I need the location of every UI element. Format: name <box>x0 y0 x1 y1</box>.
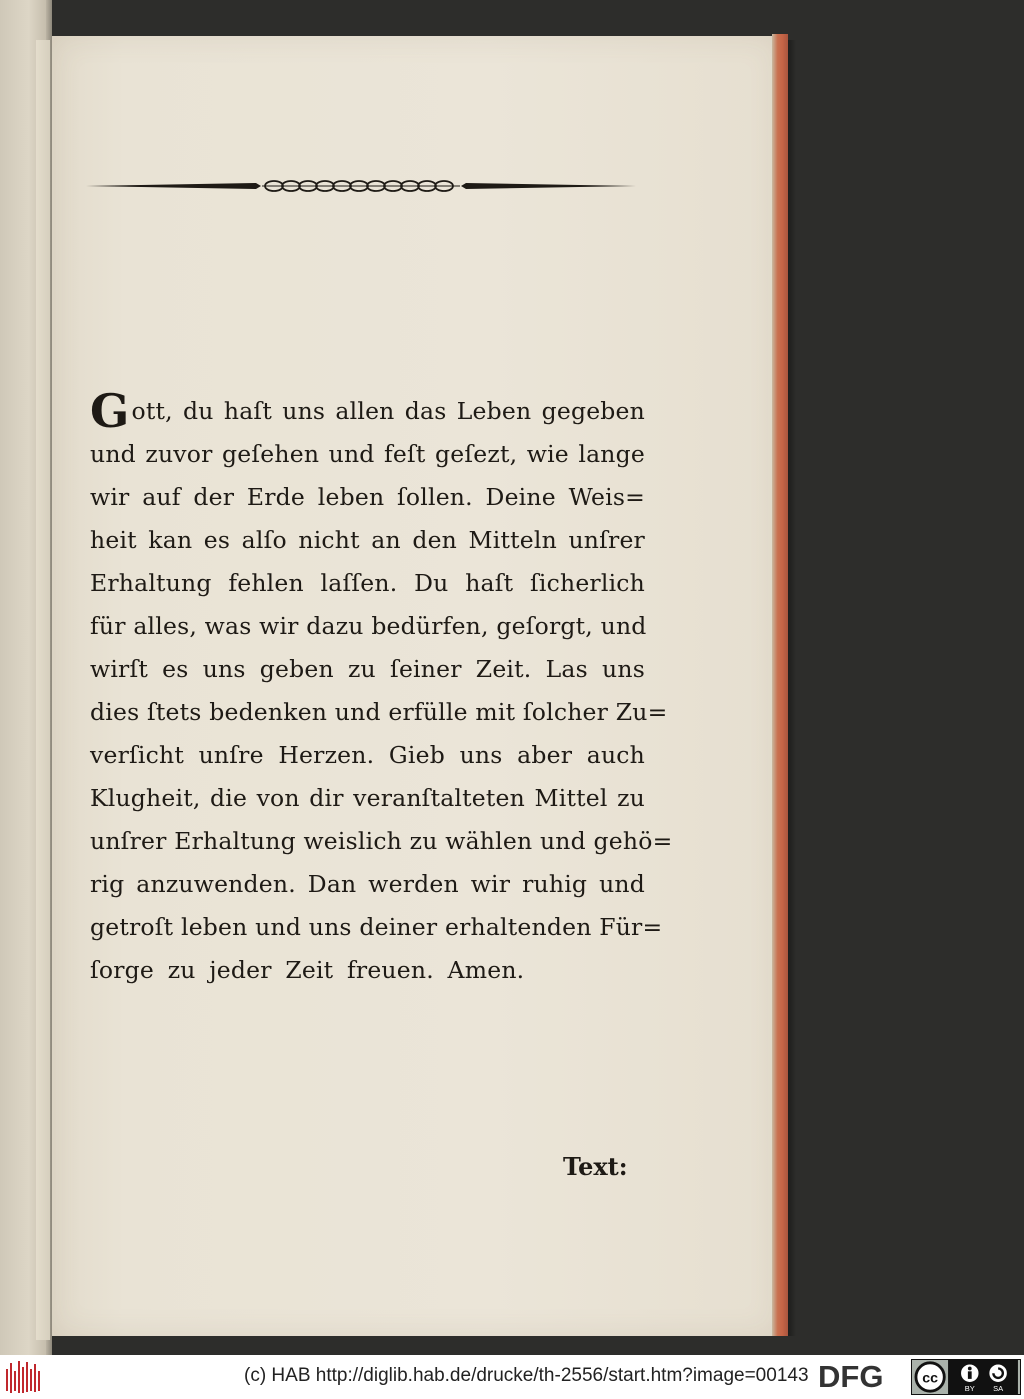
ornament-rule <box>86 176 636 196</box>
text-line: wir auf der Erde leben ſollen. Deine Weis= <box>90 483 645 511</box>
page-red-edge <box>772 34 788 1336</box>
text-line: heit kan es alſo nicht an den Mitteln unſrer <box>90 526 645 554</box>
prayer-text <box>90 384 673 992</box>
drop-initial: G <box>90 384 130 438</box>
hab-barcode-logo-icon <box>6 1359 40 1395</box>
text-line: verſicht unſre Herzen. Gieb uns aber auch <box>90 741 645 769</box>
text-line: Klugheit, die von dir veranſtalteten Mittel zu <box>90 784 645 812</box>
text-line: unſrer Erhaltung weislich zu wählen und gehö= <box>90 827 673 855</box>
footer-bar <box>0 1355 1024 1399</box>
text-line: Erhaltung fehlen laſſen. Du haſt ſicherlich <box>90 569 645 597</box>
svg-text:cc: cc <box>922 1370 938 1387</box>
text-line: dies ſtets bedenken und erfülle mit ſolcher Zu= <box>90 698 668 726</box>
text-line: für alles, was wir dazu bedürfen, geſorgt, und <box>90 612 647 640</box>
cc-label-sa: SA <box>993 1384 1004 1394</box>
cc-by-sa-license-icon[interactable] <box>911 1359 1021 1395</box>
adjacent-page-edge <box>36 40 50 1340</box>
text-line: rig anzuwenden. Dan werden wir ruhig und <box>90 870 645 898</box>
dfg-logo: DFG <box>818 1359 884 1394</box>
text-line: getroſt leben und uns deiner erhaltenden Für= <box>90 913 663 941</box>
text-line: ſorge zu jeder Zeit freuen. Amen. <box>90 956 525 984</box>
text-line: Gott, du haſt uns allen das Leben gegeben <box>90 384 645 438</box>
text-line: und zuvor geſehen und feſt geſezt, wie lange <box>90 440 645 468</box>
copyright-link[interactable]: (c) HAB http://diglib.hab.de/drucke/th-2556/start.htm?image=00143 <box>244 1365 809 1386</box>
cc-label-by: BY <box>964 1384 975 1394</box>
text-line: wirſt es uns geben zu ſeiner Zeit. Las uns <box>90 655 645 683</box>
catchword: Text: <box>563 1152 628 1181</box>
page-shadow <box>788 40 796 1336</box>
